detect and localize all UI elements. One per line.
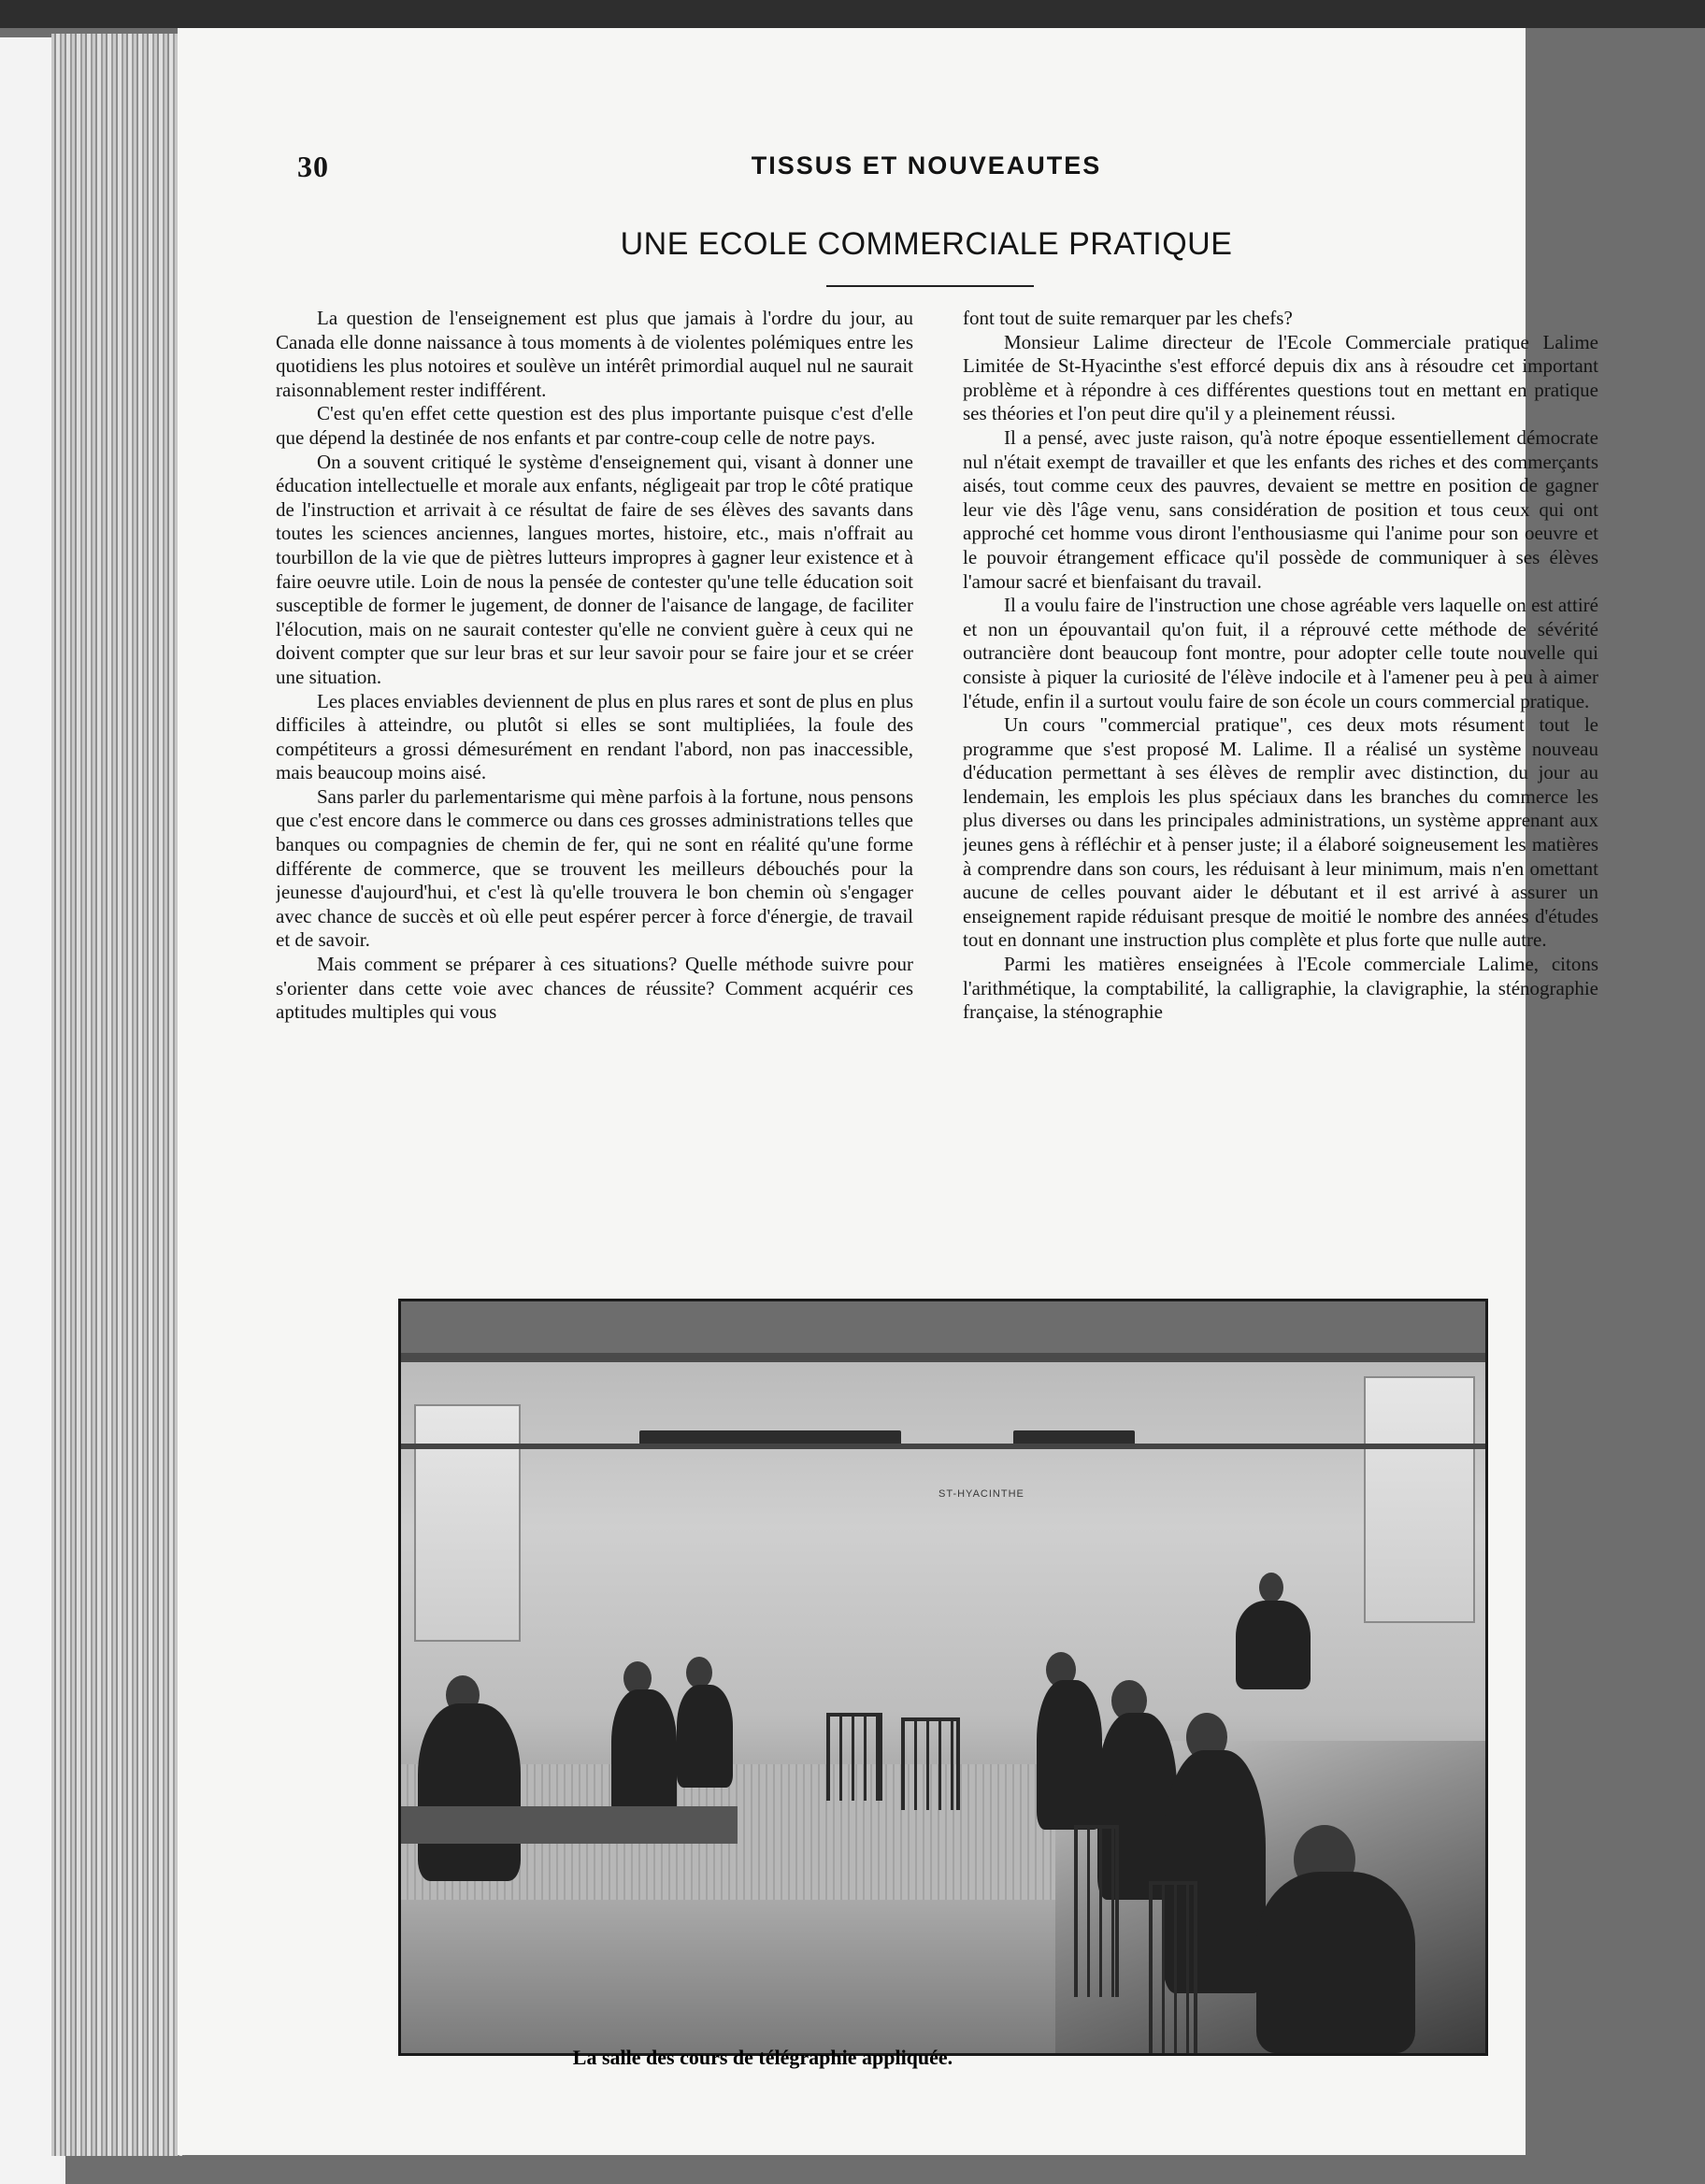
photo-seated-student: [677, 1685, 733, 1788]
paragraph: On a souvent critiqué le système d'enseignement qui, visant à donner une éducation intellectuelle et morale aux enfants, négligeait par trop le côté pratique de l'instruction et arrivait à ce résultat de faire de ses élèves des savants dans toutes les sciences anciennes, langues mortes, histoire, etc., mais n'offrait au tourbillon de la vie que de piètres lutteurs impropres à gagner leur existence et à faire oeuvre utile. Loin de nous la pensée de contester qu'une telle éducation soit susceptible de former le jugement, de donner de l'aisance de langage, de faciliter l'élocution, mais on ne saurait contester qu'elle ne convient guère à ceux qui ne doivent compter que sur leur bras et sur leur savoir pour se faire jour et se créer une situation.: [276, 450, 913, 688]
paragraph: Parmi les matières enseignées à l'Ecole commerciale Lalime, citons l'arithmétique, la comptabilité, la calligraphie, la clavigraphie, la sténographie française, la sténographie: [963, 953, 1598, 1024]
left-column: [276, 307, 913, 1298]
photo-chair: [901, 1717, 960, 1810]
right-column: [963, 307, 1598, 1298]
photo-window: [414, 1404, 521, 1642]
photo-person-head: [1259, 1573, 1283, 1602]
photo-chair: [1149, 1881, 1197, 2056]
photo-ceiling: [401, 1301, 1485, 1358]
scanner-top-band: [0, 0, 1705, 28]
running-head: TISSUS ET NOUVEAUTES: [751, 151, 1102, 180]
book-page: [178, 28, 1598, 2155]
paragraph-continuation: font tout de suite remarquer par les chefs?: [963, 307, 1293, 329]
paragraph: Il a voulu faire de l'instruction une chose agréable vers laquelle on est attiré et non un épouvantail qu'on fuit, il a réprouvé cette méthode de sévérité outrancière dont beaucoup font montre, pour adopter celle toute nouvelle qui consiste à piquer la curiosité de l'élève indocile et à l'amener peu à peu à aimer l'étude, enfin il a surtout voulu faire de son école un cours commercial pratique.: [963, 594, 1598, 712]
photo-chair: [1074, 1825, 1119, 1997]
photo-wall-sign: ST-HYACINTHE: [938, 1488, 1024, 1500]
paragraph: Les places enviables deviennent de plus en plus rares et sont de plus en plus difficiles à atteindre, ou plutôt si elles se sont multipliées, la foule des compétiteurs a grossi démesurément en rendant l'abord, non pas inaccessible, mais beaucoup moins aisé.: [276, 689, 913, 784]
page-number: 30: [297, 150, 329, 183]
photo-telegraph-table: [401, 1806, 738, 1844]
photo-shelf: [401, 1444, 1485, 1449]
photo-seated-student: [418, 1703, 521, 1881]
photo-chair: [826, 1713, 882, 1801]
book-page-stack: [51, 34, 185, 2156]
photo-seated-student: [611, 1689, 677, 1820]
photo-standing-man: [1236, 1601, 1311, 1689]
paragraph: C'est qu'en effet cette question est des plus importante puisque c'est d'elle que dépend la destinée de nos enfants et par contre-coup celle de notre pays.: [276, 402, 913, 449]
paragraph: Sans parler du parlementarisme qui mène parfois à la fortune, nous pensons que c'est encore dans le commerce ou dans ces grosses administrations telles que banques ou compagnies de chemin de fer, qui ne sont en réalité qu'une forme différente de commerce, que se trouvent les meilleurs débouchés pour la jeunesse d'aujourd'hui, et c'est là qu'elle trouvera le bon chemin où s'engager avec chance de succès et où elle peut espérer percer à force d'énergie, de travail et de savoir.: [276, 784, 913, 952]
title-rule: [826, 285, 1034, 287]
classroom-photo: [398, 1299, 1488, 2056]
photo-caption: La salle des cours de télégraphie appliquée.: [572, 2046, 953, 2069]
photo-person-head: [686, 1657, 712, 1688]
paragraph: La question de l'enseignement est plus que jamais à l'ordre du jour, au Canada elle donne naissance à tous moments à de violentes polémiques entre les quotidiens les plus notoires et soulève un intérêt primordial auquel nul ne saurait raisonnablement rester indifférent.: [276, 307, 913, 401]
paragraph: Mais comment se préparer à ces situations? Quelle méthode suivre pour s'orienter dans cette voie avec chances de réussite? Comment acquérir ces aptitudes multiples qui vous: [276, 953, 913, 1024]
photo-seated-student: [1037, 1680, 1102, 1830]
photo-seated-student: [1256, 1872, 1415, 2053]
paragraph: Monsieur Lalime directeur de l'Ecole Commerciale pratique Lalime Limitée de St-Hyacinthe s'est efforcé depuis dix ans à résoudre cet important problème et à répondre à ces différentes questions tout en mettant en pratique ses théories et l'on peut dire qu'il y a pleinement réussi.: [963, 330, 1598, 425]
paragraph: Il a pensé, avec juste raison, qu'à notre époque essentiellement démocrate nul n'était exempt de travailler et que les enfants des riches et des commerçants aisés, tout comme ceux des pauvres, devaient se mettre en position de gagner leur vie dès l'âge venu, sans considération de position et tous ceux qui ont approché cet homme vous diront l'enthousiasme qui l'anime pour son oeuvre et le pouvoir étrangement efficace qu'il possède de communiquer à ses élèves l'amour sacré et bienfaisant du travail.: [963, 425, 1598, 593]
paragraph: Un cours "commercial pratique", ces deux mots résument tout le programme que s'est proposé M. Lalime. Il a réalisé un système nouveau d'éducation permettant à ses élèves de remplir avec distinction, du jour au lendemain, les emplois les plus spéciaux dans les branches du commerce les plus diverses ou dans les principales administrations, un système apprenant aux jeunes gens à réfléchir et à penser juste; il a élaboré soigneusement les matières à comprendre dans son cours, les réduisant à leur minimum, mais n'en omettant aucune de celles pouvant aider le débutant et il est arrivé à assurer un enseignement rapide réduisant presque de moitié le nombre des années d'études tout en donnant une instruction plus complète et plus forte que nulle autre.: [963, 713, 1598, 952]
photo-molding: [401, 1353, 1485, 1362]
photo-window: [1364, 1376, 1475, 1623]
article-title: UNE ECOLE COMMERCIALE PRATIQUE: [620, 226, 1233, 262]
